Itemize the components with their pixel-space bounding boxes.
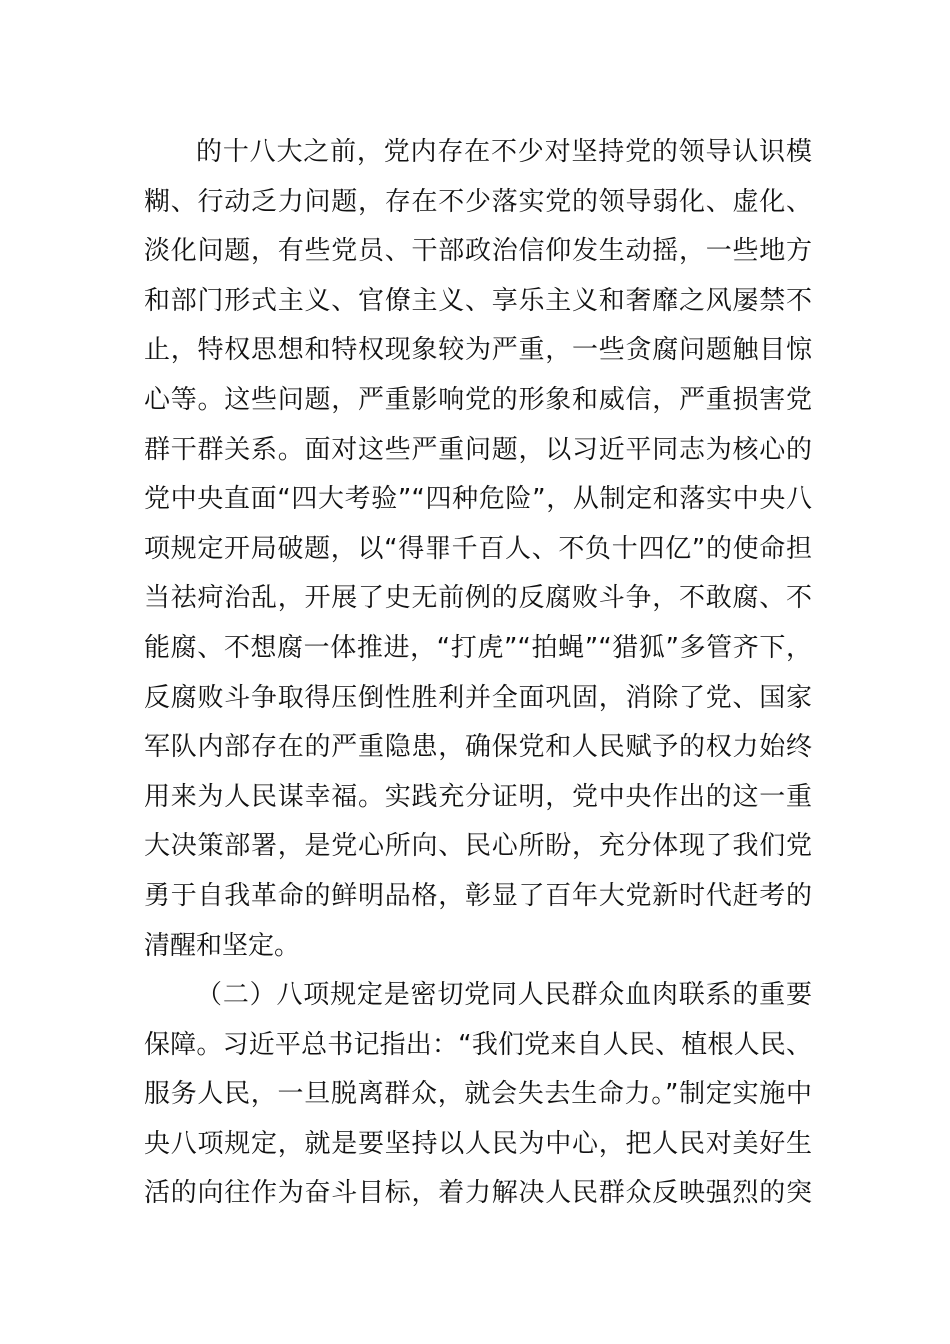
paragraph-line: 淡化问题，有些党员、干部政治信仰发生动摇，一些地方 — [144, 236, 812, 267]
section-heading-line: （二）八项规定是密切党同人民群众血肉联系的重要 — [196, 980, 812, 1011]
paragraph-line: 用来为人民谋幸福。实践充分证明，党中央作出的这一重 — [144, 781, 812, 812]
paragraph-line: 项规定开局破题，以“得罪千百人、不负十四亿”的使命担 — [144, 533, 812, 564]
paragraph-line: 反腐败斗争取得压倒性胜利并全面巩固，消除了党、国家 — [144, 682, 812, 713]
paragraph-line: 军队内部存在的严重隐患，确保党和人民赋予的权力始终 — [144, 732, 812, 763]
paragraph-line: 勇于自我革命的鲜明品格，彰显了百年大党新时代赶考的 — [144, 880, 812, 911]
paragraph-line: 大决策部署，是党心所向、民心所盼，充分体现了我们党 — [144, 831, 812, 862]
paragraph-line: 能腐、不想腐一体推进，“打虎”“拍蝇”“猎狐”多管齐下， — [144, 632, 812, 663]
paragraph-line: 服务人民，一旦脱离群众，就会失去生命力。”制定实施中 — [144, 1079, 812, 1110]
paragraph-line: 群干群关系。面对这些严重问题，以习近平同志为核心的 — [144, 434, 812, 465]
paragraph-line: 保障。习近平总书记指出：“我们党来自人民、植根人民、 — [144, 1029, 812, 1060]
paragraph-line: 止，特权思想和特权现象较为严重，一些贪腐问题触目惊 — [144, 335, 812, 366]
paragraph-line: 活的向往作为奋斗目标，着力解决人民群众反映强烈的突 — [144, 1178, 812, 1209]
paragraph-line: 央八项规定，就是要坚持以人民为中心，把人民对美好生 — [144, 1128, 812, 1159]
paragraph-line: 清醒和坚定。 — [144, 930, 301, 961]
paragraph-line: 党中央直面“四大考验”“四种危险”，从制定和落实中央八 — [144, 484, 812, 515]
body-text — [144, 128, 812, 1219]
paragraph-line: 心等。这些问题，严重影响党的形象和威信，严重损害党 — [144, 384, 812, 415]
paragraph-line: 的十八大之前，党内存在不少对坚持党的领导认识模 — [196, 137, 812, 167]
paragraph-line: 和部门形式主义、官僚主义、享乐主义和奢靡之风屡禁不 — [144, 285, 812, 316]
paragraph-line: 当祛疴治乱，开展了史无前例的反腐败斗争，不敢腐、不 — [144, 583, 812, 614]
paragraph-line: 糊、行动乏力问题，存在不少落实党的领导弱化、虚化、 — [144, 186, 812, 217]
